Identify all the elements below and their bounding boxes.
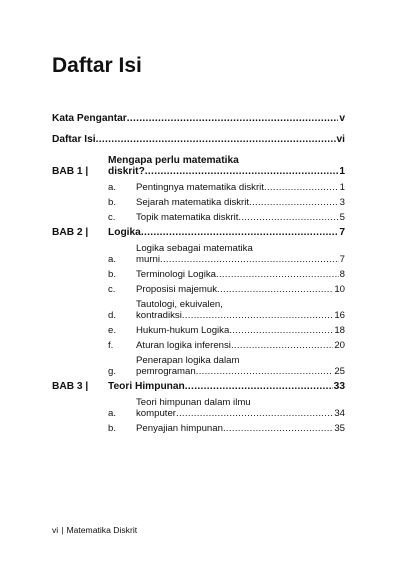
toc-entry-kata-pengantar[interactable] xyxy=(52,113,345,124)
dot-leader xyxy=(182,310,333,321)
toc-page-number: 7 xyxy=(339,254,345,265)
toc-page-number: 5 xyxy=(339,212,345,223)
dot-leader xyxy=(229,325,333,336)
entry-title: Hukum-hukum Logika xyxy=(136,325,230,336)
entry-title: Pentingnya matematika diskrit xyxy=(136,182,264,193)
dot-leader xyxy=(231,340,333,351)
entry-title-line xyxy=(136,182,345,193)
toc-page-number: 16 xyxy=(334,310,345,321)
footer-page-number: vi xyxy=(52,525,59,535)
section-letter: c. xyxy=(108,212,116,223)
toc-page-number: 10 xyxy=(334,284,345,295)
toc-page-number: 33 xyxy=(333,381,345,392)
entry-title-line xyxy=(136,197,345,208)
entry-title-line xyxy=(136,254,345,265)
entry-title-line xyxy=(108,227,345,238)
toc-entry-label: Kata Pengantar xyxy=(52,113,127,124)
entry-text xyxy=(136,284,345,295)
section-letter: e. xyxy=(108,325,117,336)
section-letter: a. xyxy=(108,408,117,419)
entry-text xyxy=(136,299,345,321)
entry-title-line1: Tautologi, ekuivalen, xyxy=(136,299,223,310)
chapter-number: BAB 1 | xyxy=(52,166,89,177)
dot-leader xyxy=(223,423,333,434)
toc-page-number: 1 xyxy=(339,166,345,177)
page-title: Daftar Isi xyxy=(52,54,142,77)
section-letter: c. xyxy=(108,284,116,295)
dot-leader xyxy=(176,408,333,419)
entry-title-line xyxy=(136,212,345,223)
entry-title-line xyxy=(136,310,345,321)
toc-chapter-entry[interactable] xyxy=(52,155,345,177)
toc-section-entry[interactable] xyxy=(52,212,345,223)
entry-text xyxy=(108,381,345,392)
table-of-contents xyxy=(52,113,345,438)
dot-leader xyxy=(238,212,338,223)
entry-text xyxy=(108,155,345,177)
section-letter: b. xyxy=(108,423,117,434)
entry-title-line1: Mengapa perlu matematika xyxy=(108,155,239,166)
toc-page-number: 25 xyxy=(334,366,345,377)
dot-leader xyxy=(196,366,334,377)
entry-title: pemrograman xyxy=(136,366,196,377)
section-letter: f. xyxy=(108,340,114,351)
toc-section-entry[interactable] xyxy=(52,299,345,321)
toc-section-entry[interactable] xyxy=(52,269,345,280)
entry-title: kontradiksi xyxy=(136,310,182,321)
entry-text xyxy=(136,423,345,434)
dot-leader xyxy=(264,182,339,193)
section-letter: b. xyxy=(108,197,117,208)
section-letter: b. xyxy=(108,269,117,280)
entry-title: Topik matematika diskrit xyxy=(136,212,239,223)
toc-page-number: 18 xyxy=(334,325,345,336)
entry-title-line xyxy=(108,166,345,177)
section-letter: a. xyxy=(108,254,117,265)
toc-page-number: 8 xyxy=(339,269,345,280)
toc-page-number: 1 xyxy=(339,182,345,193)
footer-separator: | xyxy=(61,525,64,535)
entry-title-line xyxy=(136,340,345,351)
chapter-list xyxy=(52,155,345,434)
toc-chapter-entry[interactable] xyxy=(52,381,345,392)
entry-title-line xyxy=(136,423,345,434)
toc-entry-label: Daftar Isi xyxy=(52,134,96,145)
dot-leader xyxy=(141,227,338,238)
dot-leader xyxy=(96,134,336,145)
toc-section-entry[interactable] xyxy=(52,325,345,336)
toc-page-number: 3 xyxy=(339,197,345,208)
entry-title: diskrit? xyxy=(108,166,145,177)
toc-section-entry[interactable] xyxy=(52,355,345,377)
entry-title: Sejarah matematika diskrit xyxy=(136,197,250,208)
entry-text xyxy=(136,182,345,193)
toc-section-entry[interactable] xyxy=(52,197,345,208)
toc-page-number: 35 xyxy=(334,423,345,434)
dot-leader xyxy=(185,381,333,392)
entry-text xyxy=(136,269,345,280)
toc-page-number: v xyxy=(339,113,345,124)
toc-page-number: 7 xyxy=(339,227,345,238)
toc-section-entry[interactable] xyxy=(52,340,345,351)
dot-leader xyxy=(145,166,339,177)
entry-text xyxy=(136,397,345,419)
entry-title: Teori Himpunan xyxy=(108,381,185,392)
dot-leader xyxy=(127,113,339,124)
entry-title: Penyajian himpunan xyxy=(136,423,223,434)
section-letter: g. xyxy=(108,366,117,377)
toc-chapter-entry[interactable] xyxy=(52,227,345,238)
entry-title-line xyxy=(136,284,345,295)
toc-section-entry[interactable] xyxy=(52,243,345,265)
dot-leader xyxy=(216,269,339,280)
entry-title-line xyxy=(136,366,345,377)
toc-page-number: 34 xyxy=(334,408,345,419)
footer-book-title: Matematika Diskrit xyxy=(66,525,138,535)
entry-title-line1: Teori himpunan dalam ilmu xyxy=(136,397,251,408)
chapter-number: BAB 3 | xyxy=(52,381,89,392)
toc-section-entry[interactable] xyxy=(52,182,345,193)
section-letter: a. xyxy=(108,182,117,193)
entry-title: murni xyxy=(136,254,160,265)
toc-section-entry[interactable] xyxy=(52,284,345,295)
entry-title: Proposisi majemuk xyxy=(136,284,218,295)
toc-page-number: 20 xyxy=(334,340,345,351)
toc-page-number: vi xyxy=(336,134,345,145)
entry-text xyxy=(108,227,345,238)
entry-title: Terminologi Logika xyxy=(136,269,216,280)
dot-leader xyxy=(160,254,339,265)
dot-leader xyxy=(217,284,333,295)
entry-text xyxy=(136,355,345,377)
page-footer xyxy=(52,525,137,535)
entry-title: Aturan logika inferensi xyxy=(136,340,231,351)
section-letter: d. xyxy=(108,310,117,321)
entry-text xyxy=(136,325,345,336)
entry-title: Logika xyxy=(108,227,141,238)
entry-title-line xyxy=(136,325,345,336)
entry-text xyxy=(136,340,345,351)
entry-title-line xyxy=(136,408,345,419)
chapter-number: BAB 2 | xyxy=(52,227,89,238)
entry-title-line xyxy=(136,269,345,280)
entry-title-line xyxy=(108,381,345,392)
toc-section-entry[interactable] xyxy=(52,397,345,419)
entry-text xyxy=(136,243,345,265)
toc-section-entry[interactable] xyxy=(52,423,345,434)
dot-leader xyxy=(249,197,339,208)
entry-title: komputer xyxy=(136,408,176,419)
toc-entry-daftar-isi[interactable] xyxy=(52,134,345,145)
entry-text xyxy=(136,212,345,223)
entry-text xyxy=(136,197,345,208)
entry-title-line1: Logika sebagai matematika xyxy=(136,243,253,254)
entry-title-line1: Penerapan logika dalam xyxy=(136,355,240,366)
